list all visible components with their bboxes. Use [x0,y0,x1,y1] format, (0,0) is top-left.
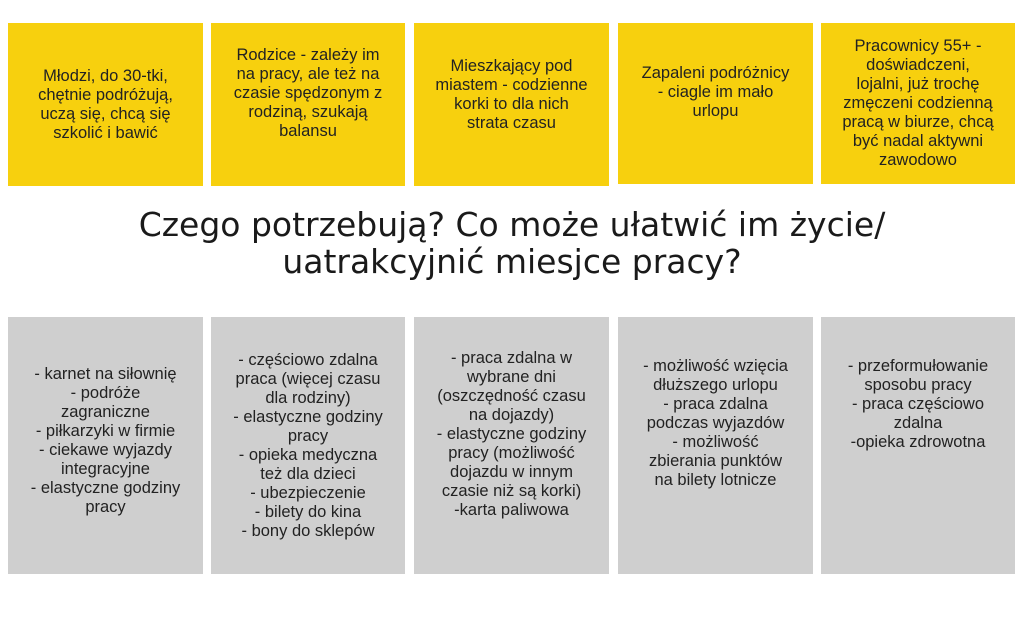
needs-card-parents [211,317,405,574]
group-card-text: Pracownicy 55+ - doświadczeni, lojalni, już trochę zmęczeni codzienną pracą w biurze, chcą być nadal aktywni zawodowo [842,37,994,169]
needs-card-text: - praca zdalna w wybrane dni (oszczędność czasu na dojazdy) - elastyczne godziny pracy (możliwość dojazdu w innym czasie niż są korki) -karta paliwowa [436,349,587,519]
needs-card-text: - karnet na siłownię - podróże zagraniczne - piłkarzyki w firmie - ciekawe wyjazdy integracyjne - elastyczne godziny pracy [30,365,181,516]
group-card-parents [211,23,405,186]
needs-card-suburban [414,317,609,574]
needs-card-text: - częściowo zdalna praca (więcej czasu dla rodziny) - elastyczne godziny pracy - opieka medyczna też dla dzieci - ubezpieczenie - bilety do kina - bony do sklepów [233,351,383,540]
group-card-text: Młodzi, do 30-tki, chętnie podróżują, uczą się, chcą się szkolić i bawić [38,66,173,142]
needs-card-travelers [618,317,813,574]
needs-card-young [8,317,203,574]
group-card-text: Zapaleni podróżnicy - ciagle im mało urlopu [641,64,790,120]
group-card-travelers [618,23,813,184]
needs-card-text: - przeformułowanie sposobu pracy - praca częściowo zdalna -opieka zdrowotna [847,357,989,451]
group-card-text: Rodzice - zależy im na pracy, ale też na czasie spędzonym z rodziną, szukają balansu [233,46,383,140]
section-heading: Czego potrzebują? Co może ułatwić im życie/ uatrakcyjnić miesjce pracy? [138,205,886,281]
needs-card-text: - możliwość wzięcia dłuższego urlopu - praca zdalna podczas wyjazdów - możliwość zbierania punktów na bilety lotnicze [643,357,788,489]
needs-card-55plus [821,317,1015,574]
group-card-55plus [821,23,1015,184]
group-card-text: Mieszkający pod miastem - codzienne korki to dla nich strata czasu [435,56,588,132]
group-card-young [8,23,203,186]
group-card-suburban [414,23,609,186]
